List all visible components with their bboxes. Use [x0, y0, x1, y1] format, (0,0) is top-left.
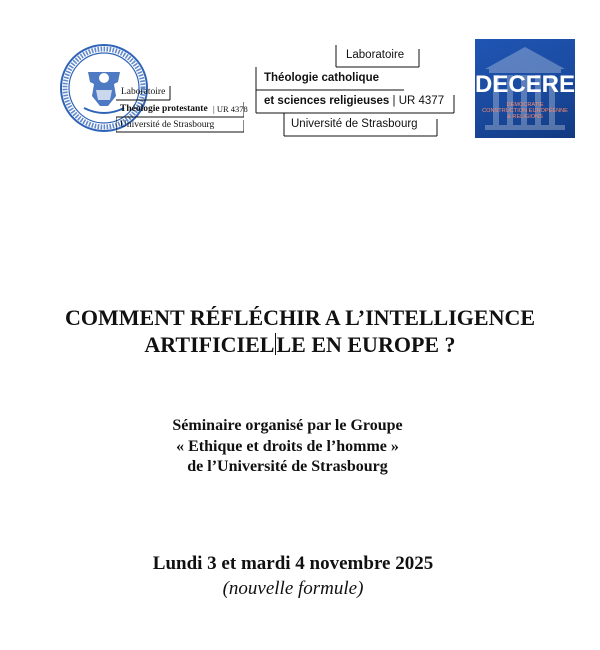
title-line1: COMMENT RÉFLÉCHIR A L’INTELLIGENCE: [64, 305, 536, 330]
seminar-line1: Séminaire organisé par le Groupe: [172, 417, 403, 434]
logo2-line3: et sciences religieuses | UR 4377: [264, 95, 445, 107]
seminar-line2: « Ethique et droits de l’homme »: [176, 437, 399, 455]
decere-sub1: DÉMOCRATIE: [506, 102, 544, 108]
seminar-description: [0, 416, 575, 478]
logo2-line4: Université de Strasbourg: [291, 118, 418, 130]
event-note: (nouvelle formule): [222, 578, 364, 599]
seminar-line3: de l’Université de Strasbourg: [187, 458, 388, 475]
logo-decere: [475, 39, 575, 138]
decere-wordmark: DECERE: [475, 71, 575, 98]
logo1-line3: Université de Strasbourg: [120, 120, 215, 130]
logo1-code: | UR 4378: [213, 104, 248, 114]
logo2-line2: Théologie catholique: [264, 72, 380, 84]
logo-theologie-catholique: [254, 43, 464, 139]
logo-theologie-protestante: [58, 40, 248, 138]
logo1-line1: Laboratoire: [121, 87, 166, 97]
decere-sub3: & RELIGIONS: [507, 114, 543, 120]
event-dates: Lundi 3 et mardi 4 novembre 2025: [152, 553, 434, 574]
logo2-line1: Laboratoire: [346, 49, 405, 61]
title-line2: ARTIFICIELLE EN EUROPE ?: [144, 332, 456, 357]
logo1-line2: Théologie protestante: [120, 104, 208, 114]
decere-sub2: CONSTRUCTION EUROPÉENNE: [482, 108, 568, 114]
page-title: [0, 304, 600, 358]
